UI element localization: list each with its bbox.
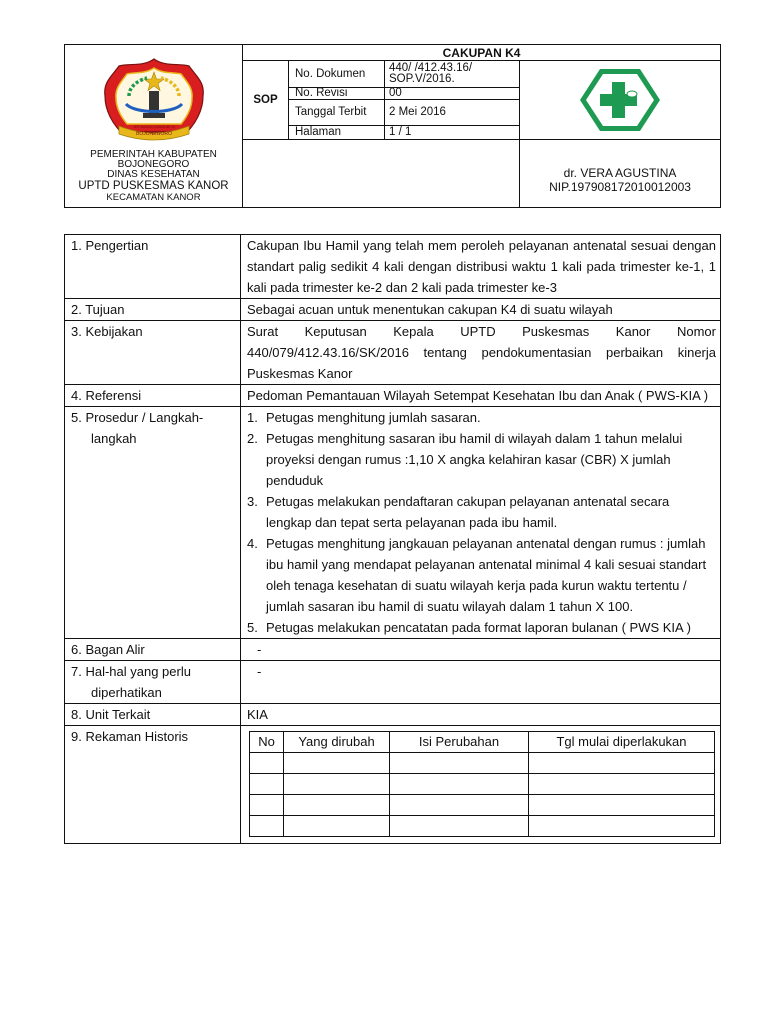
history-cell [284, 753, 390, 774]
history-header-no: No [250, 732, 284, 753]
org-line-3: DINAS KESEHATAN [107, 168, 200, 180]
sop-header-table [64, 44, 721, 208]
history-cell [250, 753, 284, 774]
signer-name: dr. VERA AGUSTINA [563, 165, 677, 180]
row-hal-hal [65, 661, 721, 704]
revision-label: No. Revisi [289, 88, 385, 100]
history-cell [390, 774, 529, 795]
issue-date-label: Tanggal Terbit [289, 100, 385, 126]
bojonegoro-regency-logo [99, 56, 209, 144]
revision-value: 00 [385, 88, 520, 100]
history-cell [529, 795, 715, 816]
prosedur-label-cont: langkah [91, 431, 137, 446]
puskesmas-emblem-icon [578, 67, 662, 133]
row-pengertian [65, 235, 721, 299]
history-cell [390, 795, 529, 816]
history-header-content: Isi Perubahan [390, 732, 529, 753]
blank-cell [243, 140, 520, 208]
signature-cell [520, 140, 721, 208]
history-cell [250, 795, 284, 816]
prosedur-step: 3. Petugas melakukan pendaftaran cakupan pelayanan antenatal secara lengkap dan tepat serta pelayanan pada ibu hamil. [247, 494, 670, 530]
prosedur-label-cell [65, 407, 241, 639]
row-unit-terkait [65, 704, 721, 726]
hal-text: - [241, 661, 721, 704]
sop-label: SOP [243, 61, 289, 140]
prosedur-step: 5. Petugas melakukan pencatatan pada format laporan bulanan ( PWS KIA ) [247, 620, 691, 635]
row-referensi [65, 385, 721, 407]
history-cell [529, 816, 715, 837]
signer-nip: NIP.197908172010012003 [549, 179, 691, 194]
history-cell [284, 816, 390, 837]
row-prosedur [65, 407, 721, 639]
history-cell [390, 753, 529, 774]
history-empty-row [250, 753, 715, 774]
prosedur-steps-list [247, 407, 716, 638]
history-header-row [250, 732, 715, 753]
history-header-date: Tgl mulai diperlakukan [529, 732, 715, 753]
doc-number-value: 440/ /412.43.16/ SOP.V/2016. [385, 61, 520, 88]
row-kebijakan [65, 321, 721, 385]
document-title: CAKUPAN K4 [243, 45, 721, 61]
puskesmas-emblem-cell [520, 61, 721, 140]
history-cell [250, 774, 284, 795]
referensi-label: 4. Referensi [65, 385, 241, 407]
history-empty-row [250, 795, 715, 816]
row-tujuan [65, 299, 721, 321]
history-cell [529, 753, 715, 774]
prosedur-label: 5. Prosedur / Langkah- [71, 410, 204, 425]
row-bagan-alir [65, 639, 721, 661]
hal-label: 7. Hal-hal yang perlu [71, 664, 191, 679]
org-line-2: BOJONEGORO [117, 158, 190, 170]
page-value: 1 / 1 [385, 126, 520, 140]
rekaman-cell [241, 726, 721, 844]
history-cell [284, 795, 390, 816]
row-rekaman-historis [65, 726, 721, 844]
prosedur-step: 2. Petugas menghitung sasaran ibu hamil di wilayah dalam 1 tahun melalui proyeksi dengan rumus :1,10 X angka kelahiran kasar (CBR) X jumlah penduduk [247, 431, 683, 488]
logo-motto-text: JER BASUKI MAWA BEYA [132, 124, 175, 129]
prosedur-steps-cell [241, 407, 721, 639]
prosedur-step: 4. Petugas menghitung jangkauan pelayanan antenatal dengan rumus : jumlah ibu hamil yang mendapat pelayanan antenatal minimal 4 kali sesuai standart oleh tenaga kesehatan di suatu wilayah kerja pada kurun waktu tertentu / jumlah sasaran ibu hamil di suatu wilayah dalam 1 tahun X 100. [247, 536, 707, 614]
tujuan-label: 2. Tujuan [65, 299, 241, 321]
org-line-5: KECAMATAN KANOR [106, 191, 201, 203]
history-empty-row [250, 816, 715, 837]
bagan-text: - [241, 639, 721, 661]
bagan-label: 6. Bagan Alir [65, 639, 241, 661]
page-label: Halaman [289, 126, 385, 140]
pengertian-label: 1. Pengertian [65, 235, 241, 299]
referensi-text: Pedoman Pemantauan Wilayah Setempat Kesehatan Ibu dan Anak ( PWS-KIA ) [241, 385, 721, 407]
history-cell [250, 816, 284, 837]
sop-content-table [64, 234, 721, 844]
logo-ribbon-text: BOJONEGORO [135, 130, 172, 137]
issue-date-value: 2 Mei 2016 [385, 100, 520, 126]
history-cell [390, 816, 529, 837]
history-table [249, 731, 715, 837]
org-line-4: UPTD PUSKESMAS KANOR [78, 179, 229, 192]
kebijakan-label: 3. Kebijakan [65, 321, 241, 385]
history-header-changed: Yang dirubah [284, 732, 390, 753]
pengertian-text: Cakupan Ibu Hamil yang telah mem peroleh pelayanan antenatal sesuai dengan standart palig sedikit 4 kali dengan distribusi waktu 1 kali pada trimester ke-1, 1 kali pada trimester ke-2 dan 2 kali pada trimester ke-3 [241, 235, 721, 299]
hal-label-cont: diperhatikan [91, 685, 162, 700]
history-cell [529, 774, 715, 795]
doc-number-label: No. Dokumen [289, 61, 385, 88]
organization-cell [65, 45, 243, 208]
kebijakan-text: Surat Keputusan Kepala UPTD Puskesmas Kanor Nomor 440/079/412.43.16/SK/2016 tentang pendokumentasian perbaikan kinerja Puskesmas Kanor [241, 321, 721, 385]
hal-label-cell [65, 661, 241, 704]
history-cell [284, 774, 390, 795]
unit-text: KIA [241, 704, 721, 726]
unit-label: 8. Unit Terkait [65, 704, 241, 726]
history-empty-row [250, 774, 715, 795]
tujuan-text: Sebagai acuan untuk menentukan cakupan K4 di suatu wilayah [241, 299, 721, 321]
prosedur-step: 1. Petugas menghitung jumlah sasaran. [247, 410, 481, 425]
rekaman-label: 9. Rekaman Historis [65, 726, 241, 844]
org-line-1: PEMERINTAH KABUPATEN [90, 148, 217, 160]
